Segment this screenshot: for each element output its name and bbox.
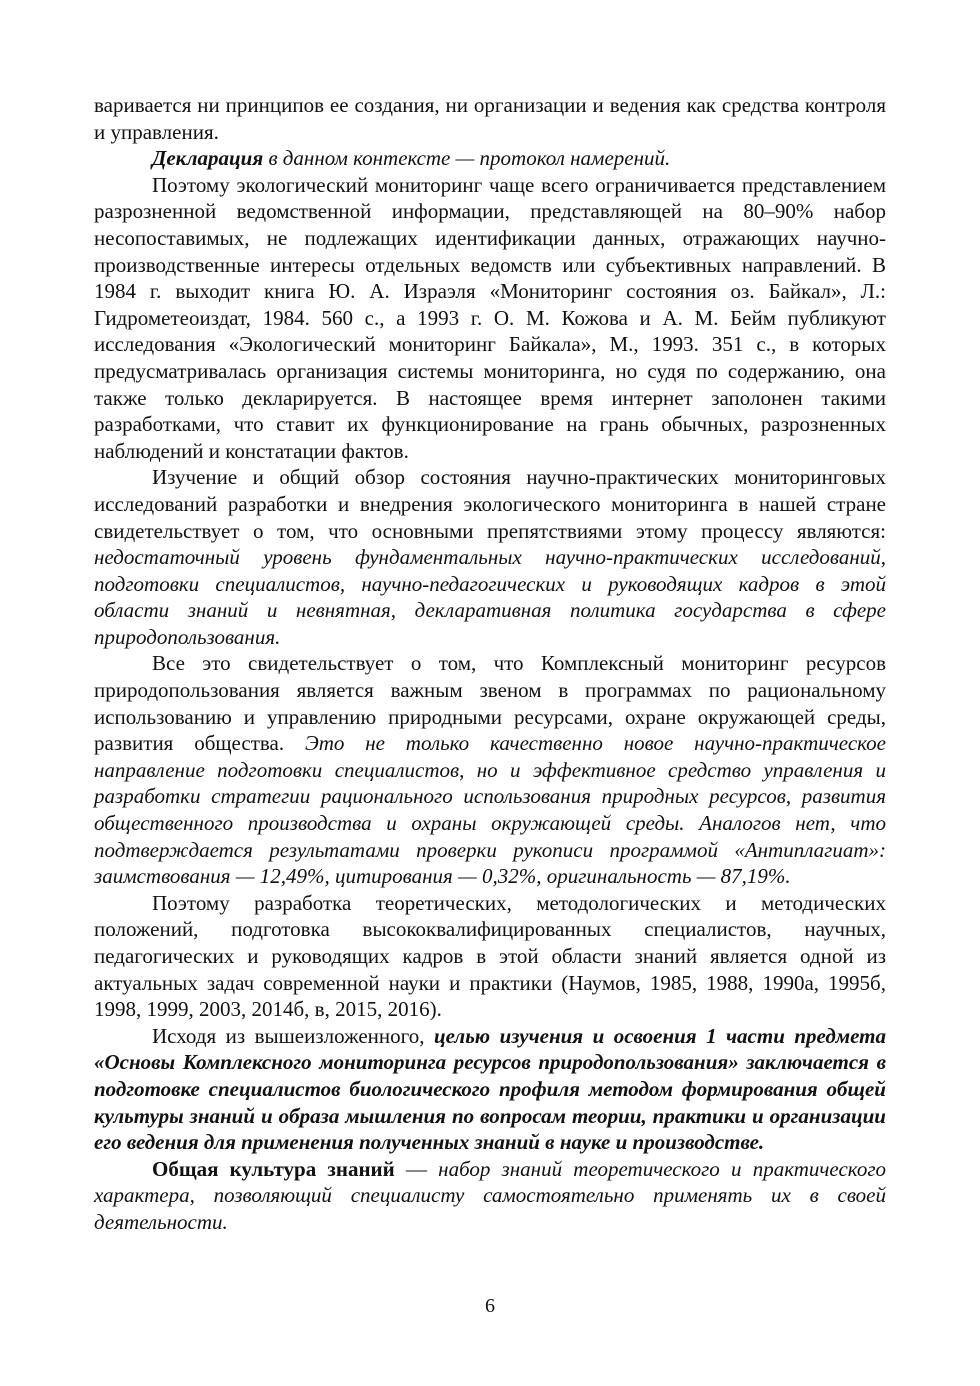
paragraph-obstacles xyxy=(94,464,886,650)
definition-text: набор знаний теоретического и практического характера, позволяющий специалисту самостоятельно применять их в своей деятельности. xyxy=(94,1156,887,1234)
paragraph-emphasis: Это не только качественно новое научно-практическое направление подготовки специалистов, но и эффективное средство управления и разработки стратегии рационального использования природных ресурсов, развития общественного производства и охраны окружающей среды. Аналогов нет, что подтверждается результатами проверки рукописи программой «Антиплагиат»: заимствования — 12,49%, цитирования — 0,32%, оригинальность — 87,19%. xyxy=(94,731,886,889)
term-declaration: Декларация xyxy=(152,146,264,171)
term-general-knowledge: Общая культура знаний xyxy=(152,1156,395,1181)
paragraph-course-goal xyxy=(94,1023,886,1156)
paragraph-development-tasks xyxy=(94,890,886,1023)
course-goal-emphasis: целью изучения и освоения 1 части предмета «Основы Комплексного мониторинга ресурсов природопользования» заключается в подготовке специалистов биологического профиля методом формирования общей культуры знаний и образа мышления по вопросам теории, практики и организации его ведения для применения полученных знаний в науке и производстве. xyxy=(94,1023,886,1155)
definition-dash: — xyxy=(394,1156,439,1181)
paragraph-text: Все это свидетельствует о том, что Комплексный мониторинг ресурсов природопользования является важным звеном в программах по рациональному использованию и управлению природными ресурсами, охране окружающей среды, развития общества. xyxy=(94,651,886,756)
definition-text: в данном контексте — протокол намерений. xyxy=(263,146,671,171)
paragraph-emphasis: недостаточный уровень фундаментальных научно-практических исследований, подготовки специалистов, научно-педагогических и руководящих кадров в этой области знаний и невнятная, декларативная политика государства в сфере природопользования. xyxy=(94,545,886,649)
paragraph-text: Поэтому экологический мониторинг чаще всего ограничивается представлением разрозненной ведомственной информации, представляющей на 80–90% набор несопоставимых, не подлежащих идентификации данных, отражающих научно-производственные интересы отдельных ведомств или субъективных направлений. В 1984 г. выходит книга Ю. А. Израэля «Мониторинг состояния оз. Байкал», Л.: Гидрометеоиздат, 1984. 560 с., а 1993 г. О. М. Кожова и А. М. Бейм публикуют исследования «Экологический мониторинг Байкала», М., 1993. 351 с., в которых предусматривалась организация системы мониторинга, но судя по содержанию, она также только декларируется. В настоящее время интернет заполонен такими разработками, что ставит их функционирование на грань обычных, разрозненных наблюдений и констатации фактов. xyxy=(94,172,886,463)
paragraph-monitoring-history xyxy=(94,172,886,465)
paragraph-text: Исходя из вышеизложенного, xyxy=(152,1023,434,1048)
paragraph-declaration-definition xyxy=(94,145,886,172)
paragraph-text: Изучение и общий обзор состояния научно-практических мониторинговых исследований разработки и внедрения экологического мониторинга в нашей стране свидетельствует о том, что основными препятствиями этому процессу являются: xyxy=(94,465,886,543)
paragraph-continuation xyxy=(94,92,886,145)
paragraph-text: варивается ни принципов ее создания, ни организации и ведения как средства контроля и управления. xyxy=(94,93,886,144)
paragraph-text: Поэтому разработка теоретических, методологических и методических положений, подготовка высококвалифицированных специалистов, научных, педагогических и руководящих кадров в этой области знаний является одной из актуальных задач современной науки и практики (Наумов, 1985, 1988, 1990а, 1995б, 1998, 1999, 2003, 2014б, в, 2015, 2016). xyxy=(94,890,886,1022)
paragraph-complex-monitoring xyxy=(94,650,886,889)
page-number: 6 xyxy=(485,1295,495,1317)
paragraph-general-knowledge-definition xyxy=(94,1156,886,1236)
